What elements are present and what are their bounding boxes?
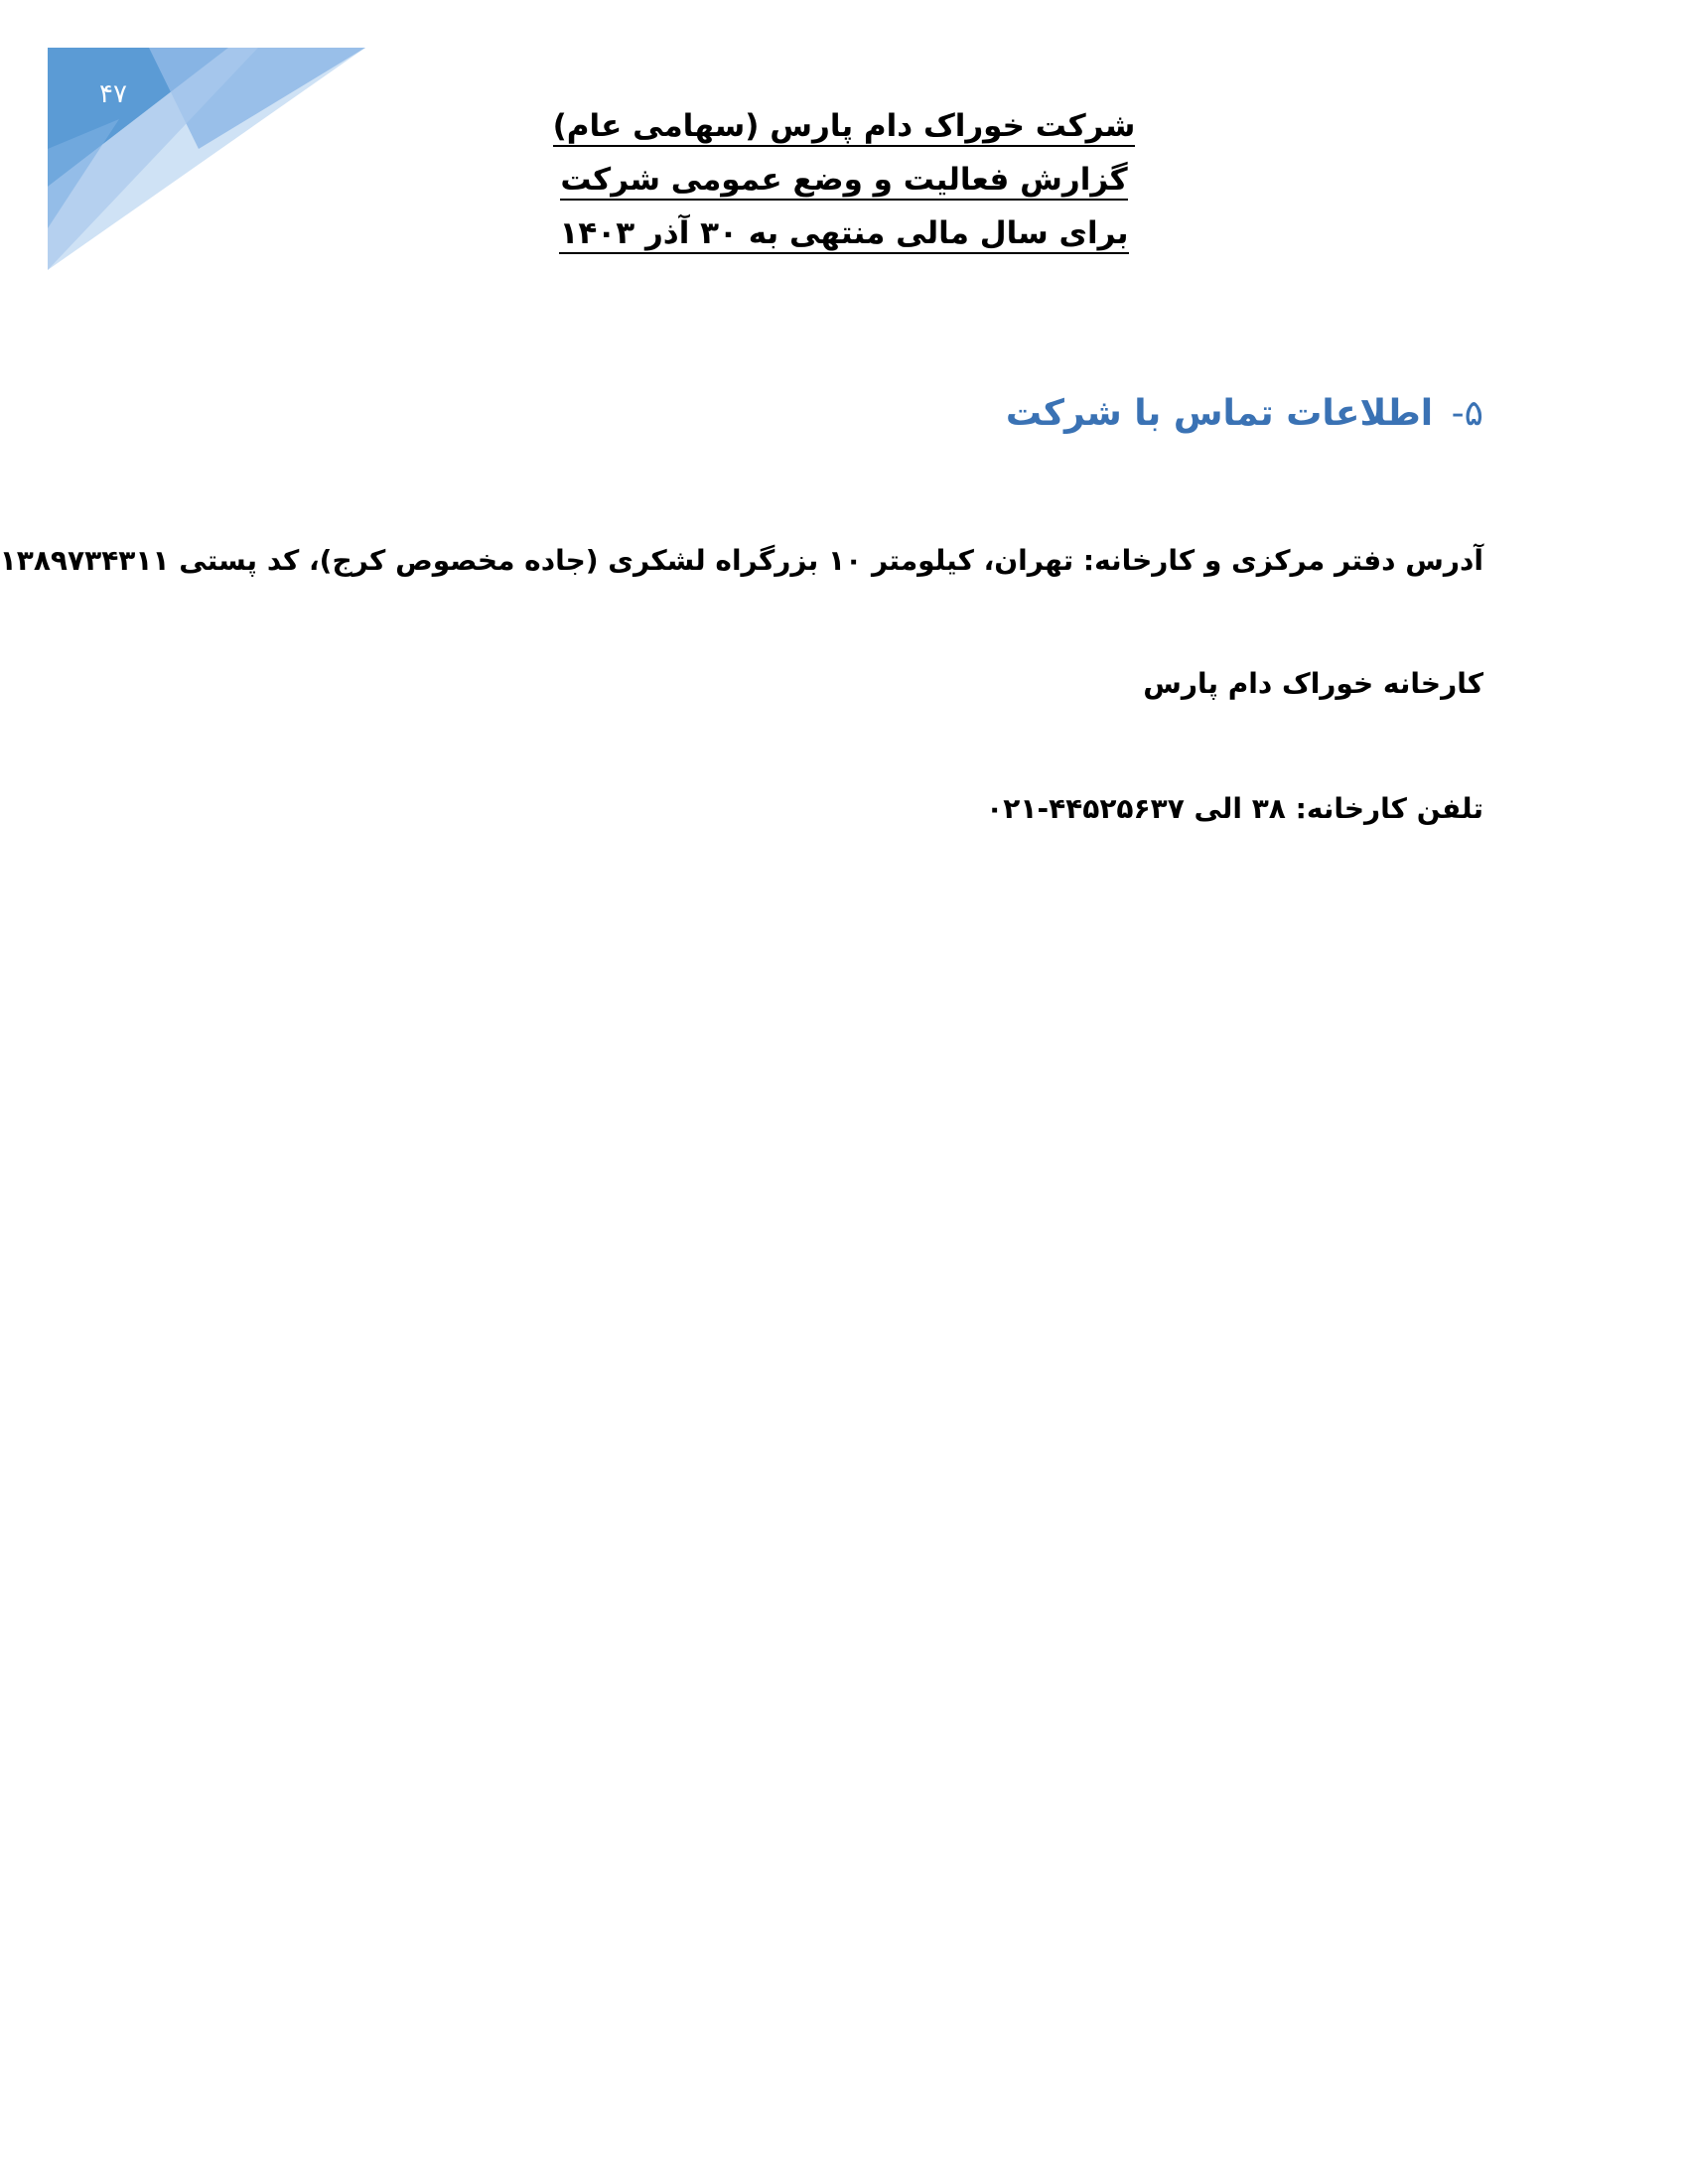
corner-decoration	[0, 0, 377, 288]
page-number: ۴۷	[99, 79, 127, 109]
section-number: ۵-	[1451, 393, 1483, 434]
report-title: گزارش فعالیت و وضع عمومی شرکت	[496, 153, 1192, 206]
section-title: اطلاعات تماس با شرکت	[1005, 393, 1434, 434]
address-text: آدرس دفتر مرکزی و کارخانه: تهران، کیلومتر ۱۰ بزرگراه لشکری (جاده مخصوص کرج)، کد پستی ۱۳۸۹۷۳۴۳۱۱	[0, 544, 1483, 577]
company-name: شرکت خوراک دام پارس (سهامی عام)	[496, 99, 1192, 153]
factory-name-text: کارخانه خوراک دام پارس	[1143, 667, 1483, 700]
document-header	[496, 99, 1192, 260]
phone-text: تلفن کارخانه: ۳۸ الی ۴۴۵۲۵۶۳۷-۰۲۱	[986, 792, 1483, 825]
section-heading	[1006, 393, 1483, 434]
fiscal-year-line: برای سال مالی منتهی به ۳۰ آذر ۱۴۰۳	[496, 206, 1192, 260]
